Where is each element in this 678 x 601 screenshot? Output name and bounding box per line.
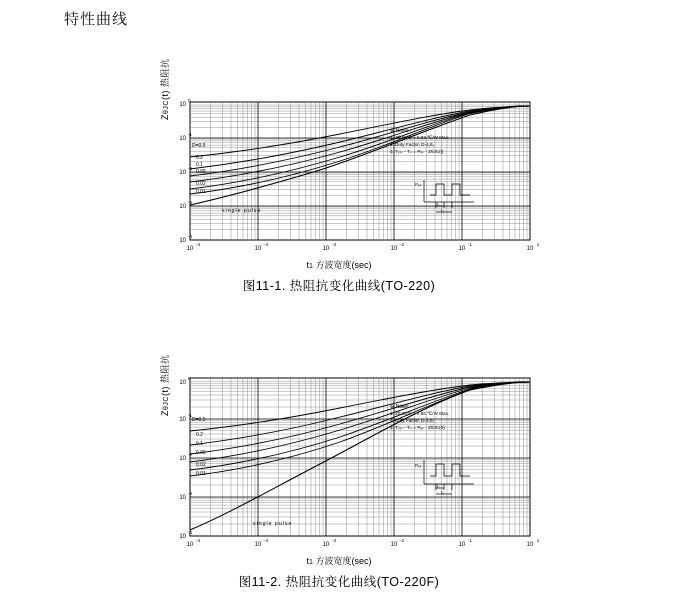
svg-text:-2: -2	[188, 452, 193, 457]
wave-label-t2: t₂	[441, 208, 445, 213]
svg-text:10: 10	[179, 170, 186, 176]
duty-label-01: 0.1	[196, 441, 203, 447]
x-axis-label-main: t	[306, 260, 310, 270]
svg-text:10: 10	[458, 246, 466, 252]
y-axis-label-sub: θJC	[163, 396, 170, 410]
svg-text:10: 10	[179, 238, 186, 244]
svg-text:-2: -2	[188, 166, 193, 171]
svg-text:-2: -2	[399, 538, 405, 543]
notes-title: ※ Notes :	[390, 128, 412, 134]
svg-text:10: 10	[458, 542, 466, 548]
svg-text:-4: -4	[195, 242, 201, 247]
svg-text:10: 10	[179, 534, 186, 540]
svg-text:-3: -3	[188, 200, 193, 205]
x-axis-label-rest: 方波宽度(sec)	[312, 260, 372, 270]
svg-text:-4: -4	[188, 530, 193, 535]
y-axis-label-to220	[158, 59, 171, 120]
notes-title: ※ Notes :	[390, 404, 412, 410]
duty-label-001: 0.01	[196, 471, 206, 477]
svg-text:10: 10	[179, 102, 186, 108]
duty-label-05: D=0.5	[192, 417, 206, 423]
figure-to220f	[0, 354, 678, 589]
duty-label-002: 0.02	[196, 181, 206, 187]
svg-text:-2: -2	[399, 242, 405, 247]
figure-to220	[0, 58, 678, 293]
note-line: 1. ZθJC(0) = 0.83 ℃/W Max.	[390, 135, 450, 141]
svg-text:10: 10	[179, 136, 186, 142]
x-axis-label-rest: 方波宽度(sec)	[312, 556, 372, 566]
svg-text:10: 10	[179, 380, 186, 386]
svg-text:-1: -1	[188, 132, 193, 137]
y-axis-label-main: Z	[160, 114, 170, 120]
svg-text:-1: -1	[467, 538, 473, 543]
duty-label-02: 0.2	[196, 432, 203, 438]
svg-text:0: 0	[188, 376, 191, 381]
wave-label-t2: t₂	[441, 490, 445, 495]
x-axis-label-main: t	[306, 556, 310, 566]
plot-area-to220	[0, 58, 678, 270]
note-line: 2. Duty Factor, D=t₁/t₂	[390, 417, 435, 423]
svg-text:1: 1	[536, 538, 540, 543]
svg-text:10: 10	[526, 246, 534, 252]
svg-text:10: 10	[179, 456, 186, 462]
x-axis-label-to220	[0, 258, 678, 271]
svg-text:-3: -3	[188, 491, 193, 496]
note-line: 2. Duty Factor, D=t₁/t₂	[390, 141, 435, 147]
svg-text:-3: -3	[331, 538, 337, 543]
y-axis-label-to220f	[158, 355, 171, 416]
svg-text:-4: -4	[195, 538, 201, 543]
svg-text:10: 10	[390, 246, 398, 252]
duty-label-02: 0.2	[196, 155, 203, 161]
figure-caption-to220: 图11-1. 热阻抗变化曲线(TO-220)	[242, 279, 436, 293]
y-axis-label-rest: (t) 热阻抗	[160, 58, 170, 101]
duty-label-01: 0.1	[196, 162, 203, 168]
notes-block-to220	[390, 128, 449, 155]
svg-text:-4: -4	[188, 234, 193, 239]
svg-text:10: 10	[254, 246, 262, 252]
y-axis-label-sub: θJC	[163, 100, 170, 114]
page-title: 特性曲线	[64, 11, 129, 28]
svg-text:10: 10	[390, 542, 398, 548]
duty-label-005: 0.05	[196, 169, 206, 175]
y-axis-label-rest: (t) 热阻抗	[160, 354, 170, 397]
thermal-impedance-chart-to220f	[0, 358, 678, 558]
svg-text:0: 0	[188, 98, 191, 103]
x-axis-label-sub: 1	[309, 263, 313, 270]
figure-caption-to220f: 图11-2. 热阻抗变化曲线(TO-220F)	[238, 575, 440, 589]
note-line: 3. Tⱼ₍ₚ₎ - T₌ = Pₑₖ · ZθJC(t)	[390, 148, 444, 154]
svg-text:10: 10	[526, 542, 534, 548]
wave-label-t1: t₁	[437, 484, 440, 489]
wave-label-ppk: Pₑₖ	[415, 463, 422, 468]
note-line: 1. ZθJC(0) = 2.86 ℃/W Max.	[390, 411, 450, 417]
svg-text:1: 1	[536, 242, 540, 247]
duty-label-001: 0.01	[196, 189, 206, 195]
svg-text:10: 10	[186, 246, 194, 252]
duty-label-002: 0.02	[196, 462, 206, 468]
note-line: 3. Tⱼ₍ₚ₎ - T₌ = Pₑₖ · ZθJC(0)	[390, 424, 445, 430]
svg-text:10: 10	[186, 542, 194, 548]
svg-text:-4: -4	[263, 538, 269, 543]
wave-label-ppk: Pₑₖ	[415, 182, 422, 187]
svg-text:10: 10	[254, 542, 262, 548]
svg-text:-4: -4	[263, 242, 269, 247]
y-axis-label-main: Z	[160, 410, 170, 416]
notes-block-to220f	[390, 404, 449, 431]
duty-label-005: 0.05	[196, 450, 206, 456]
svg-text:10: 10	[179, 495, 186, 501]
svg-text:10: 10	[322, 246, 330, 252]
thermal-impedance-chart-to220	[0, 62, 678, 262]
svg-text:10: 10	[179, 204, 186, 210]
svg-text:10: 10	[322, 542, 330, 548]
duty-label-05: D=0.5	[192, 143, 206, 149]
wave-label-t1: t₁	[437, 202, 440, 207]
x-axis-label-to220f	[0, 554, 678, 567]
single-pulse-label-to220: single pulse	[222, 208, 262, 214]
svg-text:-1: -1	[467, 242, 473, 247]
svg-text:10: 10	[179, 417, 186, 423]
svg-text:-1: -1	[188, 413, 193, 418]
svg-text:-3: -3	[331, 242, 337, 247]
x-axis-label-sub: 1	[309, 559, 313, 566]
plot-area-to220f	[0, 354, 678, 566]
single-pulse-label-to220f: single pulse	[253, 521, 293, 527]
